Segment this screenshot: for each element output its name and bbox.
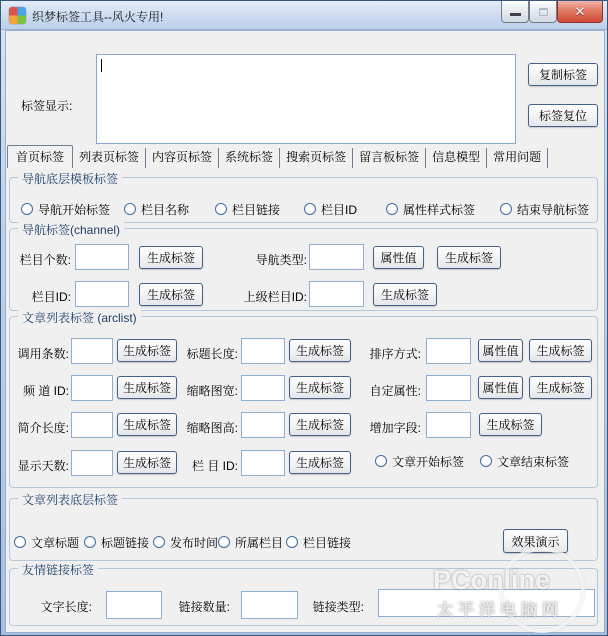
radio-icon xyxy=(21,203,33,215)
radio-column-id[interactable] xyxy=(304,201,357,217)
maximize-button[interactable] xyxy=(529,1,557,23)
radio-icon xyxy=(218,536,230,548)
column-count-input[interactable] xyxy=(75,244,129,270)
radio-label: 导航开始标签 xyxy=(38,202,111,217)
radio-nav-end-tag[interactable] xyxy=(500,201,589,217)
radio-icon xyxy=(375,455,387,467)
channel-id-label: 频 道 ID: xyxy=(22,384,69,398)
generate-tag-button[interactable]: 生成标签 xyxy=(479,413,542,436)
radio-label: 栏目链接 xyxy=(303,535,352,550)
radio-icon xyxy=(153,536,165,548)
tab-search-page-tags[interactable]: 搜索页标签 xyxy=(280,148,353,168)
tab-system-tags[interactable]: 系统标签 xyxy=(219,148,280,168)
group-article-underlying-title: 文章列表底层标签 xyxy=(18,491,122,508)
title-length-label: 标题长度: xyxy=(186,347,238,361)
minimize-icon xyxy=(510,13,521,16)
tab-strip xyxy=(7,145,548,168)
text-caret xyxy=(101,59,102,72)
generate-tag-button[interactable]: 生成标签 xyxy=(117,376,177,399)
tab-info-model[interactable]: 信息模型 xyxy=(426,148,487,168)
nav-type-label: 导航类型: xyxy=(255,253,307,267)
close-button[interactable] xyxy=(557,1,603,23)
column-id-label: 栏目ID: xyxy=(31,290,71,304)
radio-article-start-tag[interactable] xyxy=(375,453,464,469)
tag-display-label: 标签显示: xyxy=(21,99,73,113)
channel-id-input[interactable] xyxy=(71,375,113,401)
radio-label: 发布时间 xyxy=(170,535,219,550)
close-icon: ✕ xyxy=(574,3,586,19)
thumb-width-label: 缩略图宽: xyxy=(186,384,238,398)
reset-tag-button[interactable]: 标签复位 xyxy=(528,104,598,127)
title-length-input[interactable] xyxy=(241,338,285,364)
radio-attr-style-tag[interactable] xyxy=(386,201,475,217)
link-count-label: 链接数量: xyxy=(178,600,230,614)
sort-mode-label: 排序方式: xyxy=(369,347,421,361)
tab-faq[interactable]: 常用问题 xyxy=(487,148,548,168)
add-field-label: 增加字段: xyxy=(369,421,421,435)
generate-tag-button[interactable]: 生成标签 xyxy=(139,283,203,306)
custom-attr-label: 自定属性: xyxy=(369,384,421,398)
link-type-input[interactable] xyxy=(378,589,595,617)
sort-mode-input[interactable] xyxy=(426,338,471,364)
copy-tag-button[interactable]: 复制标签 xyxy=(528,63,598,86)
radio-column-link[interactable] xyxy=(215,201,280,217)
call-count-input[interactable] xyxy=(71,338,113,364)
generate-tag-button[interactable]: 生成标签 xyxy=(529,376,592,399)
column-id-input[interactable] xyxy=(75,281,129,307)
generate-tag-button[interactable]: 生成标签 xyxy=(117,339,177,362)
watermark-logo-text: PConline xyxy=(433,565,551,595)
nav-type-input[interactable] xyxy=(309,244,364,270)
generate-tag-button[interactable]: 生成标签 xyxy=(289,413,351,436)
tab-guestbook-tags[interactable]: 留言板标签 xyxy=(353,148,426,168)
tag-display-textarea[interactable] xyxy=(96,54,516,144)
intro-length-label: 简介长度: xyxy=(17,421,69,435)
effect-demo-button[interactable]: 效果演示 xyxy=(503,529,568,553)
tab-home-tags[interactable]: 首页标签 xyxy=(7,145,73,168)
maximize-icon xyxy=(539,8,548,16)
radio-label: 所属栏目 xyxy=(235,535,284,550)
parent-column-id-input[interactable] xyxy=(309,281,364,307)
parent-column-id-label: 上级栏目ID: xyxy=(243,290,307,304)
text-length-input[interactable] xyxy=(106,591,162,619)
radio-icon xyxy=(304,203,316,215)
thumb-height-label: 缩略图高: xyxy=(186,421,238,435)
radio-label: 文章结束标签 xyxy=(497,454,570,469)
radio-icon xyxy=(124,203,136,215)
radio-title-link[interactable] xyxy=(84,534,149,550)
radio-article-end-tag[interactable] xyxy=(480,453,569,469)
add-field-input[interactable] xyxy=(426,412,471,438)
generate-tag-button[interactable]: 生成标签 xyxy=(289,339,351,362)
link-type-label: 链接类型: xyxy=(312,600,364,614)
generate-tag-button[interactable]: 生成标签 xyxy=(117,413,177,436)
group-arclist-title: 文章列表标签 (arclist) xyxy=(18,309,141,326)
radio-icon xyxy=(500,203,512,215)
radio-icon xyxy=(215,203,227,215)
radio-label: 文章开始标签 xyxy=(392,454,465,469)
column-id2-label: 栏 目 ID: xyxy=(191,459,238,473)
radio-label: 属性样式标签 xyxy=(403,202,476,217)
generate-tag-button[interactable]: 生成标签 xyxy=(373,283,437,306)
column-count-label: 栏目个数: xyxy=(19,253,71,267)
link-count-input[interactable] xyxy=(241,591,298,619)
intro-length-input[interactable] xyxy=(71,412,113,438)
generate-tag-button[interactable]: 生成标签 xyxy=(117,451,177,474)
radio-label: 标题链接 xyxy=(101,535,150,550)
attr-value-button[interactable]: 属性值 xyxy=(373,246,424,269)
show-days-label: 显示天数: xyxy=(17,459,69,473)
show-days-input[interactable] xyxy=(71,450,113,476)
thumb-height-input[interactable] xyxy=(241,412,285,438)
column-id2-input[interactable] xyxy=(241,450,285,476)
radio-nav-start-tag[interactable] xyxy=(21,201,110,217)
group-channel-title: 导航标签(channel) xyxy=(18,221,124,238)
radio-icon xyxy=(14,536,26,548)
radio-label: 栏目链接 xyxy=(232,202,281,217)
radio-label: 栏目名称 xyxy=(141,202,190,217)
generate-tag-button[interactable]: 生成标签 xyxy=(289,451,351,474)
text-length-label: 文字长度: xyxy=(40,600,92,614)
window-title: 织梦标签工具--风火专用! xyxy=(32,10,164,24)
group-friend-link-title: 友情链接标签 xyxy=(18,561,98,578)
call-count-label: 调用条数: xyxy=(17,347,69,361)
generate-tag-button[interactable]: 生成标签 xyxy=(529,339,592,362)
radio-label: 结束导航标签 xyxy=(517,202,590,217)
generate-tag-button[interactable]: 生成标签 xyxy=(437,246,501,269)
radio-icon xyxy=(386,203,398,215)
generate-tag-button[interactable]: 生成标签 xyxy=(289,376,351,399)
radio-label: 栏目ID xyxy=(321,202,358,217)
generate-tag-button[interactable]: 生成标签 xyxy=(139,246,203,269)
minimize-button[interactable] xyxy=(501,1,529,23)
radio-column-name[interactable] xyxy=(124,201,189,217)
radio-parent-column[interactable] xyxy=(218,534,283,550)
app-icon xyxy=(9,7,26,24)
tab-list-page-tags[interactable]: 列表页标签 xyxy=(73,148,146,168)
radio-icon xyxy=(286,536,298,548)
thumb-width-input[interactable] xyxy=(241,375,285,401)
attr-value-button[interactable]: 属性值 xyxy=(478,376,523,399)
tab-content-page-tags[interactable]: 内容页标签 xyxy=(146,148,219,168)
radio-label: 文章标题 xyxy=(31,535,80,550)
radio-article-title[interactable] xyxy=(14,534,79,550)
radio-icon xyxy=(84,536,96,548)
radio-icon xyxy=(480,455,492,467)
custom-attr-input[interactable] xyxy=(426,375,471,401)
group-nav-underlying-title: 导航底层模板标签 xyxy=(18,170,122,187)
radio-publish-time[interactable] xyxy=(153,534,218,550)
radio-column-link-bottom[interactable] xyxy=(286,534,351,550)
attr-value-button[interactable]: 属性值 xyxy=(478,339,523,362)
watermark-subtext: 太平洋电脑网 xyxy=(437,602,564,619)
